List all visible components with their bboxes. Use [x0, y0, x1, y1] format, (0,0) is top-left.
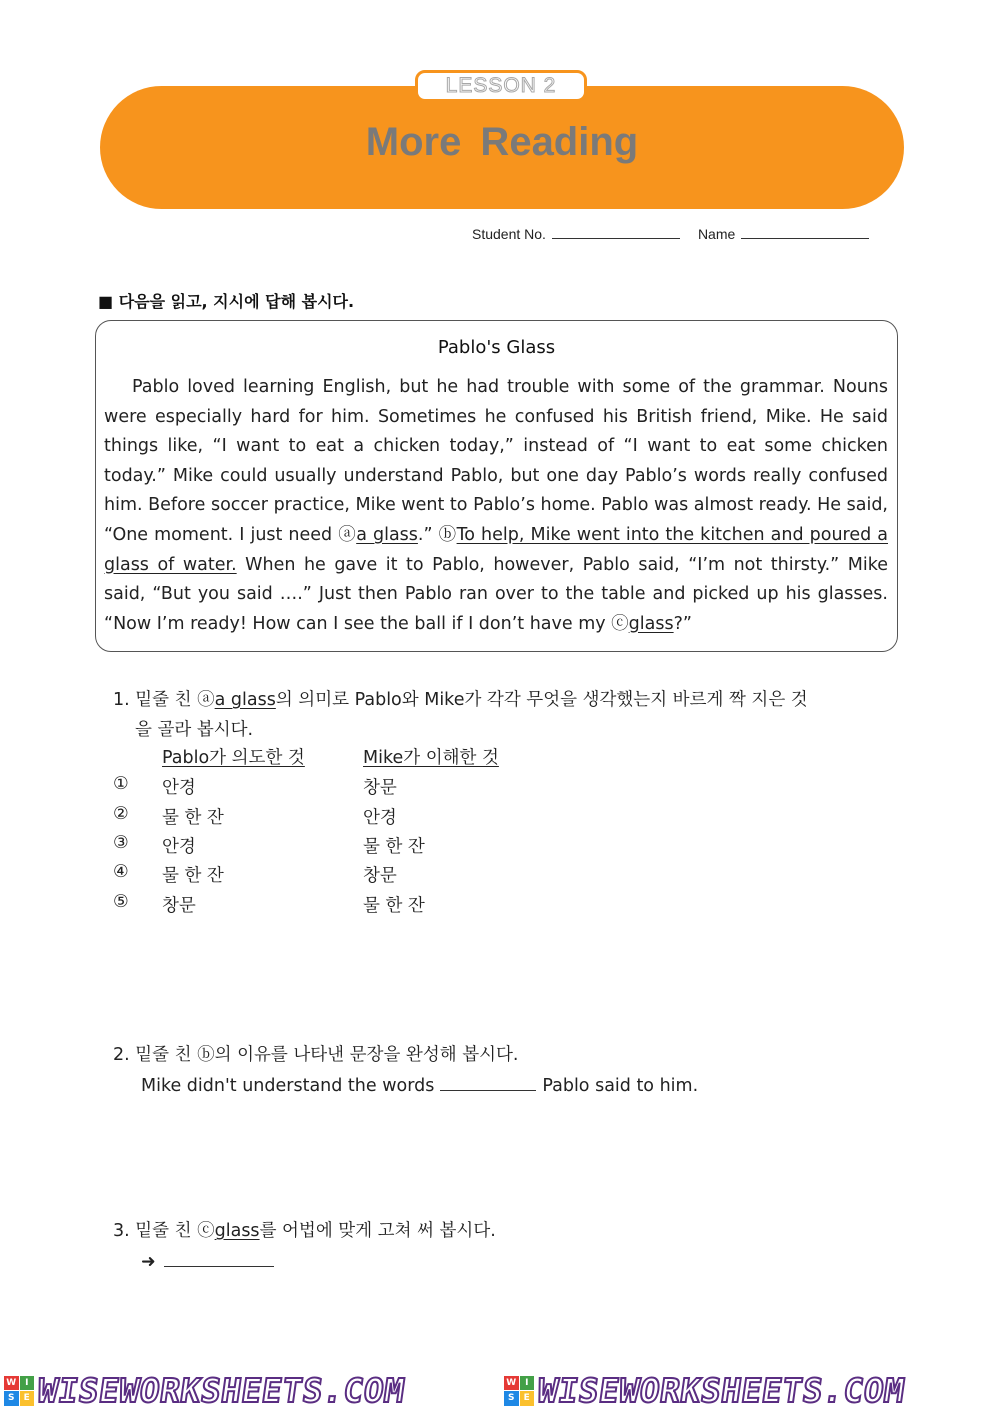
underline-b: To help, Mike went into the kitchen and poured a glass of water. — [104, 524, 888, 575]
q2-mark: ⓑ — [197, 1045, 215, 1065]
logo-letter: I — [520, 1376, 535, 1391]
underline-a: a glass — [356, 524, 418, 545]
option-1[interactable] — [113, 774, 613, 803]
question-3 — [113, 1216, 496, 1278]
q3-mark: ⓒ — [197, 1221, 215, 1241]
logo-letter: W — [504, 1376, 519, 1391]
option-mike: 창문 — [363, 866, 397, 886]
option-number: ③ — [113, 833, 129, 853]
q3-answer-blank[interactable] — [164, 1252, 274, 1267]
q1-mark: ⓐ — [197, 690, 215, 710]
story-part-2: .” — [417, 524, 439, 545]
footer-watermark — [0, 1370, 1000, 1411]
logo-letter: W — [4, 1376, 19, 1391]
brand-text: WISEWORKSHEETS.COM — [35, 1371, 408, 1410]
logo-letter: E — [520, 1391, 535, 1406]
q1-cont: 을 골라 봅시다. — [135, 719, 254, 740]
instruction: ■ 다음을 읽고, 지시에 답해 봅시다. — [98, 292, 355, 311]
option-pablo: 물 한 잔 — [162, 866, 224, 886]
option-pablo: 안경 — [162, 837, 196, 857]
option-mike: 창문 — [363, 778, 397, 798]
col-mike-header: Mike가 이해한 것 — [363, 748, 499, 768]
option-3[interactable] — [113, 833, 613, 862]
student-info-line — [472, 226, 869, 242]
q1-number: 1. — [113, 690, 130, 710]
q2-answer-blank[interactable] — [440, 1076, 536, 1091]
mark-c: ⓒ — [611, 613, 629, 634]
option-number: ④ — [113, 862, 129, 882]
logo-letter: E — [20, 1391, 35, 1406]
mark-a: ⓐ — [338, 524, 357, 545]
option-pablo: 안경 — [162, 778, 196, 798]
option-mike: 안경 — [363, 808, 397, 828]
q2-pre: 밑줄 친 — [135, 1045, 198, 1065]
q1-pre: 밑줄 친 — [135, 690, 198, 710]
name-label: Name — [697, 226, 736, 242]
arrow-icon: ➜ — [141, 1252, 156, 1272]
name-field[interactable] — [741, 226, 869, 239]
col-pablo-header: Pablo가 의도한 것 — [162, 748, 305, 768]
underline-c: glass — [628, 613, 674, 634]
q1-post: 의 의미로 Pablo와 Mike가 각각 무엇을 생각했는지 바르게 짝 지은 것 — [275, 690, 808, 710]
q2-sentence-after: Pablo said to him. — [542, 1076, 699, 1096]
story-part-3: When he gave it to Pablo, however, Pablo said, “I’m not thirsty.” Mike said, “But you said ….” Just then Pablo ran over to the table and picked up his glasses. “Now I’m ready! How can I see the ball if I don’t have my — [104, 554, 888, 634]
wise-logo-icon — [4, 1376, 34, 1406]
option-pablo: 창문 — [162, 896, 196, 916]
student-no-field[interactable] — [552, 226, 680, 239]
story-part-1: Pablo loved learning English, but he had trouble with some of the grammar. Nouns were especially hard for him. Sometimes he confused his British friend, Mike. He said things like, “I want to eat a chicken today,” instead of “I want to eat some chicken today.” Mike could usually understand Pablo, but one day Pablo’s words really confused him. Before soccer practice, Mike went to Pablo’s home. Pablo was almost ready. He said, “One moment. I just need — [104, 377, 888, 545]
logo-letter: S — [4, 1391, 19, 1406]
option-2[interactable] — [113, 804, 613, 833]
story-text — [104, 373, 888, 639]
question-1 — [113, 686, 903, 745]
option-mike: 물 한 잔 — [363, 837, 425, 857]
story-part-4: ?” — [673, 613, 692, 634]
q3-post: 를 어법에 맞게 고쳐 써 봅시다. — [259, 1221, 496, 1241]
q3-number: 3. — [113, 1221, 130, 1241]
brand-text: WISEWORKSHEETS.COM — [535, 1371, 908, 1410]
option-mike: 물 한 잔 — [363, 896, 425, 916]
option-number: ② — [113, 804, 129, 824]
student-no-label: Student No. — [472, 226, 546, 242]
option-number: ① — [113, 774, 129, 794]
story-title: Pablo's Glass — [437, 337, 556, 358]
mark-b: ⓑ — [438, 524, 457, 545]
option-pablo: 물 한 잔 — [162, 808, 224, 828]
page-title: More Reading — [365, 120, 639, 164]
q1-underlined: a glass — [214, 690, 276, 710]
option-5[interactable] — [113, 892, 613, 921]
q2-post: 의 이유를 나타낸 문장을 완성해 봅시다. — [214, 1045, 519, 1065]
q3-underlined: glass — [214, 1221, 260, 1241]
q2-sentence-before: Mike didn't understand the words — [141, 1076, 435, 1096]
footer-brand-2 — [504, 1370, 908, 1411]
logo-letter: S — [504, 1391, 519, 1406]
option-4[interactable] — [113, 862, 613, 891]
logo-letter: I — [20, 1376, 35, 1391]
q3-pre: 밑줄 친 — [135, 1221, 198, 1241]
lesson-tab: LESSON 2 — [415, 70, 587, 102]
footer-brand-1 — [4, 1370, 408, 1411]
q2-number: 2. — [113, 1045, 130, 1065]
question-2 — [113, 1040, 698, 1102]
wise-logo-icon — [504, 1376, 534, 1406]
option-number: ⑤ — [113, 892, 129, 912]
